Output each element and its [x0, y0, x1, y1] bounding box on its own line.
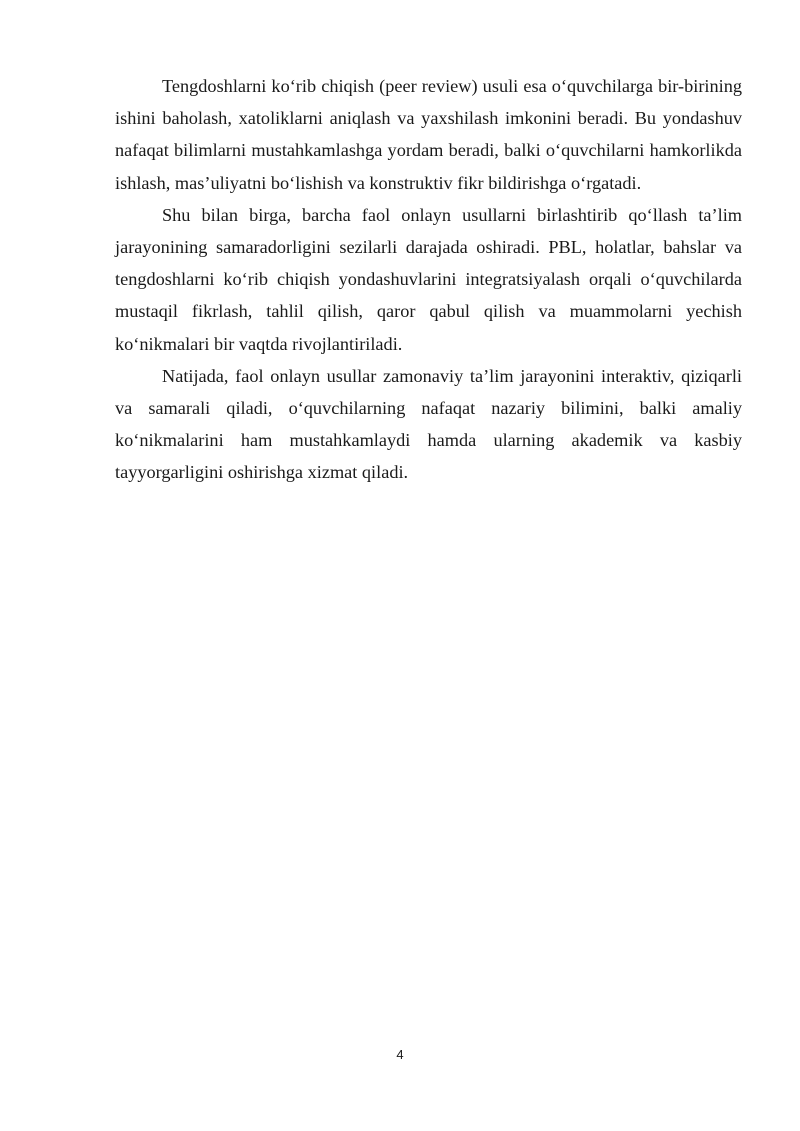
paragraph-combined-methods: Shu bilan birga, barcha faol onlayn usullarni birlashtirib qo‘llash ta’lim jarayonining samaradorligini sezilarli darajada oshiradi. PBL, holatlar, bahslar va tengdoshlarni ko‘rib chiqish yondashuvlarini integratsiyalash orqali o‘quvchilarda mustaqil fikrlash, tahlil qilish, qaror qabul qilish va muammolarni yechish ko‘nikmalari bir vaqtda rivojlantiriladi.: [115, 204, 742, 354]
page-number: 4: [396, 1047, 404, 1062]
body-text: [115, 70, 742, 489]
paragraph-peer-review: Tengdoshlarni ko‘rib chiqish (peer review) usuli esa o‘quvchilarga bir-birining ishini baholash, xatoliklarni aniqlash va yaxshilash imkonini beradi. Bu yondashuv nafaqat bilimlarni mustahkamlashga yordam beradi, balki o‘quvchilarni hamkorlikda ishlash, mas’uliyatni bo‘lishish va konstruktiv fikr bildirishga o‘rgatadi.: [115, 76, 742, 193]
paragraph-conclusion: Natijada, faol onlayn usullar zamonaviy ta’lim jarayonini interaktiv, qiziqarli va samarali qiladi, o‘quvchilarning nafaqat nazariy bilimini, balki amaliy ko‘nikmalarini ham mustahkamlaydi hamda ularning akademik va kasbiy tayyorgarligini oshirishga xizmat qiladi.: [115, 365, 742, 483]
